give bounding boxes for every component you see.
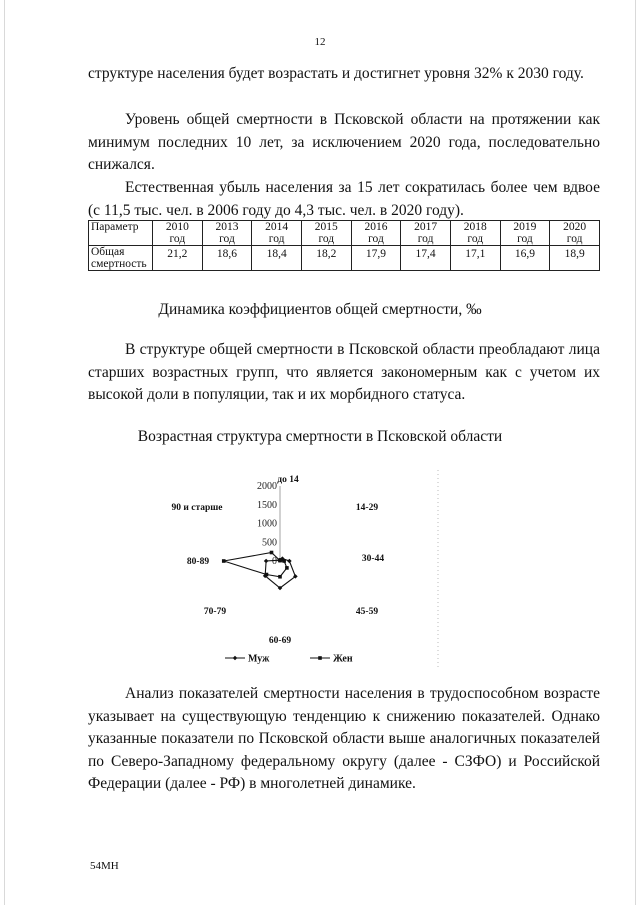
- table-caption: Динамика коэффициентов общей смертности, ‰: [158, 301, 482, 318]
- table-year-cell: 2017 год: [401, 221, 451, 246]
- legend-marker: [233, 656, 238, 661]
- page-number: 12: [314, 36, 326, 48]
- table-year-cell: 2013 год: [202, 221, 252, 246]
- paragraph-continuation: структуре населения будет возрастать и достигнет уровня 32% к 2030 году.: [88, 65, 584, 82]
- table-value-cell: 18,9: [550, 246, 600, 271]
- axis-category-label: 30-44: [361, 554, 385, 564]
- table-header-label: Параметр: [89, 221, 153, 246]
- table-year-cell: 2015 год: [301, 221, 351, 246]
- data-point-marker: [270, 551, 274, 555]
- paragraph-mortality-trend: Уровень общей смертности в Псковской области на протяжении как минимум последних 10 лет, за исключением 2020 года, последовательно снижался.: [88, 111, 600, 173]
- data-point-marker: [282, 559, 286, 563]
- series-line-men: [265, 559, 295, 588]
- data-point-marker: [222, 559, 226, 563]
- data-point-marker: [265, 573, 269, 577]
- axis-category-label: 45-59: [355, 607, 379, 617]
- table-value-cell: 21,2: [153, 246, 203, 271]
- table-year-cell: 2016 год: [351, 221, 401, 246]
- table-year-cell: 2019 год: [500, 221, 550, 246]
- data-point-marker: [278, 575, 282, 579]
- series-line-women: [224, 553, 287, 577]
- axis-category-label: 60-69: [268, 636, 292, 646]
- axis-category-label: 70-79: [203, 607, 227, 617]
- radar-chart: [150, 468, 450, 673]
- table-value-cell: 17,1: [450, 246, 500, 271]
- table-value-cell: 18,4: [252, 246, 302, 271]
- legend-label: Жен: [333, 653, 353, 665]
- table-value-cell: 18,2: [301, 246, 351, 271]
- scale-tick-label: 1000: [257, 518, 277, 530]
- table-value-cell: 17,9: [351, 246, 401, 271]
- legend-label: Муж: [248, 653, 270, 665]
- table-value-cell: 18,6: [202, 246, 252, 271]
- table-year-cell: 2020 год: [550, 221, 600, 246]
- scale-tick-label: 0: [272, 556, 277, 567]
- table-year-cell: 2014 год: [252, 221, 302, 246]
- table-value-cell: 16,9: [500, 246, 550, 271]
- mortality-table: [88, 220, 600, 271]
- axis-category-label: 14-29: [355, 503, 379, 513]
- data-point-marker: [287, 559, 292, 564]
- data-point-marker: [285, 566, 289, 570]
- table-value-cell: 17,4: [401, 246, 451, 271]
- axis-category-label: 80-89: [186, 557, 210, 567]
- scan-left-edge: [4, 0, 5, 905]
- legend-marker: [318, 656, 322, 660]
- chart-caption: Возрастная структура смертности в Псковской области: [137, 428, 503, 445]
- document-code: 54МН: [90, 860, 119, 872]
- table-header-row: [89, 221, 600, 246]
- axis-category-label: 90 и старше: [171, 503, 223, 513]
- paragraph-age-structure: В структуре общей смертности в Псковской области преобладают лица старших возрастных групп, что является закономерным как с учетом их высокой доли в популяции, так и их морбидного статуса.: [88, 341, 600, 403]
- paragraph-working-age: Анализ показателей смертности населения в трудоспособном возрасте указывает на существующую тенденцию к снижению показателей. Однако указанные показатели по Псковской области выше аналогичных показателей по Северо-Западному федеральному округу (далее - СЗФО) и Российской Федерации (далее - РФ) в многолетней динамике.: [88, 685, 600, 792]
- paragraph-natural-decline: Естественная убыль населения за 15 лет сократилась более чем вдвое (с 11,5 тыс. чел. в 2006 году до 4,3 тыс. чел. в 2020 году).: [88, 179, 600, 219]
- table-year-cell: 2018 год: [450, 221, 500, 246]
- table-year-cell: 2010 год: [153, 221, 203, 246]
- scale-tick-label: 500: [262, 537, 277, 549]
- data-point-marker: [264, 559, 269, 564]
- axis-category-label: до 14: [277, 475, 299, 485]
- table-row-label: Общая смертность: [89, 246, 153, 271]
- scale-tick-label: 2000: [257, 481, 277, 492]
- table-row: [89, 246, 600, 271]
- data-point-marker: [279, 558, 283, 562]
- scale-tick-label: 1500: [257, 499, 277, 511]
- scan-right-edge: [635, 0, 636, 905]
